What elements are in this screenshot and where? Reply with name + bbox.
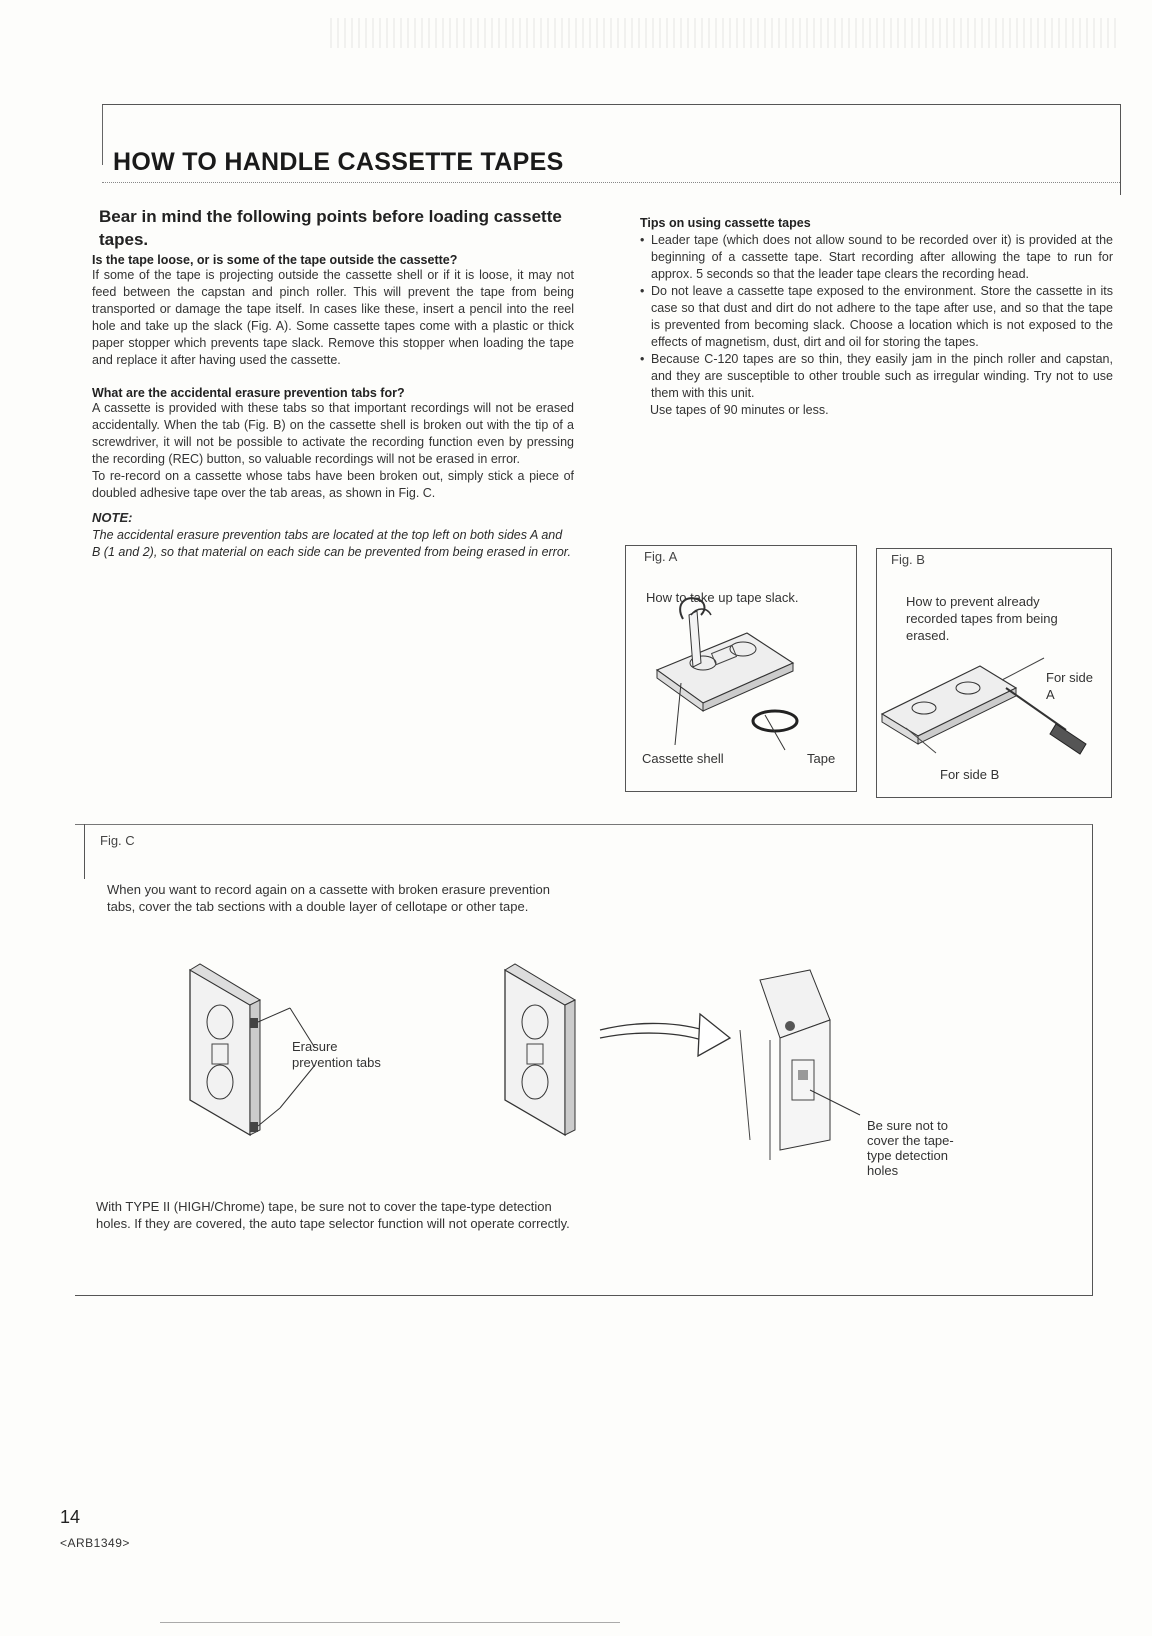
fig-b-caption: How to prevent already recorded tapes from being erased. — [906, 594, 1058, 643]
lead-heading: Bear in mind the following points before loading cassette tapes. — [99, 207, 562, 249]
fig-a-label: Fig. A — [644, 549, 678, 564]
tips-list — [640, 232, 1113, 402]
tip-item: • Leader tape (which does not allow sound to be recorded over it) is provided at the beginning of a cassette tape. Start recording after allowing the tape to run for approx. 5 seconds so that the leader tape clears the recording head. — [640, 232, 1113, 283]
fig-c-footer: With TYPE II (HIGH/Chrome) tape, be sure not to cover the tape-type detection holes. If they are covered, the auto tape selector function will not operate correctly. — [96, 1199, 570, 1231]
title-underline — [102, 182, 1120, 183]
fig-c-label: Fig. C — [100, 833, 135, 848]
scan-noise — [330, 18, 1120, 48]
q2-heading: What are the accidental erasure prevention tabs for? — [92, 386, 405, 400]
q1-text: If some of the tape is projecting outside the cassette shell or if it is loose, it may not feed between the capstan and pinch roller. This will prevent the tape from being transported or damage the tape itself. In cases like these, insert a pencil into the reel hole and take up the slack (Fig. A). Some cassette tapes come with a plastic or thick paper stopper which prevents tape slack. Remove this stopper when loading the tape and replace it after having used the cassette. — [92, 268, 574, 367]
document-code: <ARB1349> — [60, 1536, 130, 1550]
fig-b-side-b-label: For side B — [940, 767, 1000, 782]
fig-a-shell-label: Cassette shell — [642, 751, 724, 766]
q2-text2: To re-record on a cassette whose tabs have been broken out, simply stick a piece of doubled adhesive tape over the tab areas, as shown in Fig. C. — [92, 469, 574, 500]
fig-a-caption: How to take up tape slack. — [646, 590, 799, 605]
fig-b-label: Fig. B — [891, 552, 925, 567]
tips-footer: Use tapes of 90 minutes or less. — [650, 403, 829, 417]
fig-c-tabs-label: Erasure prevention tabs — [292, 1039, 381, 1070]
fig-c-holes-label: Be sure not to cover the tape-type detection holes — [867, 1118, 954, 1178]
left-column — [92, 253, 574, 561]
q1-heading: Is the tape loose, or is some of the tape outside the cassette? — [92, 253, 458, 267]
fig-a-tape-label: Tape — [807, 751, 836, 766]
page-number: 14 — [60, 1507, 81, 1527]
note-heading: NOTE: — [92, 510, 133, 525]
note-text: The accidental erasure prevention tabs are located at the top left on both sides A and B (1 and 2), so that material on each side can be prevented from being erased in error. — [92, 528, 571, 559]
tip-item: • Do not leave a cassette tape exposed to the environment. Store the cassette in its case so that dust and dirt do not adhere to the tape after use, and so that the tape is prevented from becoming slack. Choose a location which is not exposed to the effects of magnetism, dust, dirt and oil for storing the tapes. — [640, 283, 1113, 351]
q2-text1: A cassette is provided with these tabs so that important recordings will not be erased accidentally. When the tab (Fig. B) on the cassette shell is broken out with the tip of a screwdriver, it will not be possible to activate the recording function even by pressing the recording (REC) button, so valuable recordings will not be erased in error. — [92, 401, 574, 466]
right-column — [640, 216, 1113, 419]
tips-heading: Tips on using cassette tapes — [640, 216, 811, 230]
fig-c-intro: When you want to record again on a cassette with broken erasure prevention tabs, cover the tab sections with a double layer of cellotape or other tape. — [107, 882, 550, 914]
fig-b-side-a-label: For side A — [1046, 670, 1093, 702]
bottom-rule — [160, 1622, 620, 1623]
tip-item: • Because C-120 tapes are so thin, they easily jam in the pinch roller and capstan, and they are susceptible to other trouble such as irregular winding. Try not to use them with this unit. — [640, 351, 1113, 402]
fig-c-left-edge — [84, 824, 85, 879]
page-title: HOW TO HANDLE CASSETTE TAPES — [113, 148, 564, 176]
